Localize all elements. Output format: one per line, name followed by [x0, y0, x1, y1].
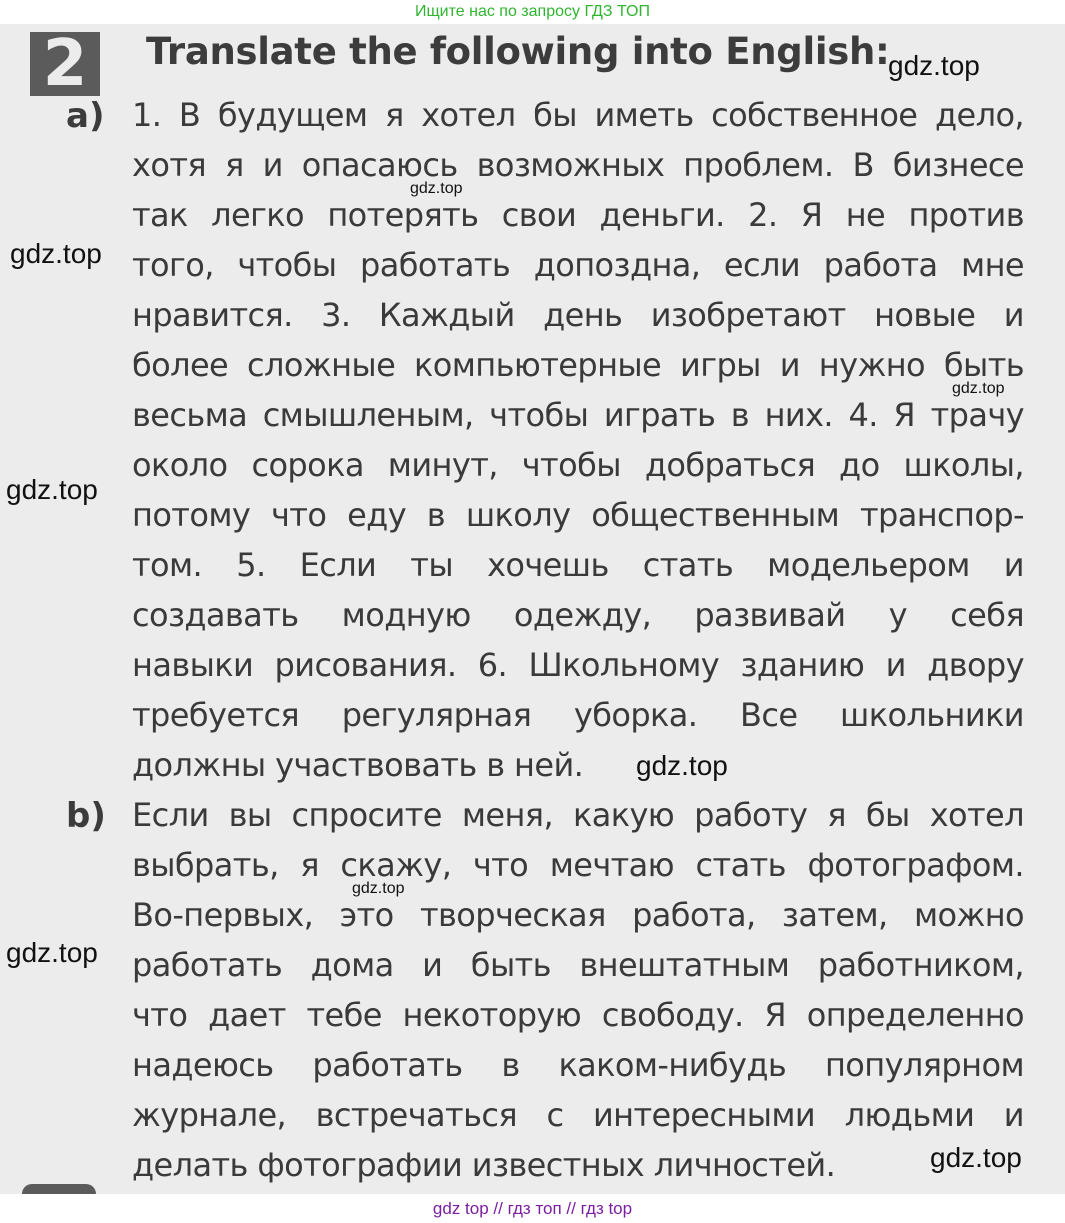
- part-b-line: Если вы спросите меня, какую работу я бы хотел: [132, 796, 1024, 834]
- watermark: gdz.top: [952, 380, 1005, 397]
- part-a-line: должны участвовать в ней.: [132, 746, 584, 784]
- part-a-line: создавать модную одежду, развивай у себя: [132, 596, 1024, 634]
- part-a-line: потому что еду в школу общественным транспор-: [132, 496, 1024, 534]
- watermark: gdz.top: [10, 238, 102, 269]
- part-b-line: выбрать, я скажу, что мечтаю стать фотографом.: [132, 846, 1024, 884]
- part-a-label: a): [66, 96, 105, 136]
- part-b-line: работать дома и быть внештатным работником,: [132, 946, 1024, 984]
- next-exercise-box-edge: [22, 1184, 96, 1194]
- watermark: gdz.top: [636, 750, 728, 781]
- part-a-line: требуется регулярная уборка. Все школьники: [132, 696, 1024, 734]
- part-b-line: надеюсь работать в каком-нибудь популярном: [132, 1046, 1024, 1084]
- part-a-line: около сорока минут, чтобы добраться до школы,: [132, 446, 1024, 484]
- part-a-line: навыки рисования. 6. Школьному зданию и двору: [132, 646, 1024, 684]
- watermark: gdz.top: [410, 180, 463, 197]
- part-a-line: того, чтобы работать допоздна, если работа мне: [132, 246, 1024, 284]
- part-b-label: b): [66, 796, 106, 836]
- watermark: gdz.top: [6, 474, 98, 505]
- part-a-line: 1. В будущем я хотел бы иметь собственное дело,: [132, 96, 1024, 134]
- part-b-line: журнале, встречаться с интересными людьми и: [132, 1096, 1024, 1134]
- part-a-line: более сложные компьютерные игры и нужно быть: [132, 346, 1024, 384]
- part-a-line: весьма смышленым, чтобы играть в них. 4. Я трачу: [132, 396, 1024, 434]
- part-a-line: так легко потерять свои деньги. 2. Я не против: [132, 196, 1024, 234]
- textbook-page: [0, 24, 1065, 1194]
- footer-links[interactable]: gdz top // гдз топ // гдз top: [0, 1194, 1065, 1223]
- watermark: gdz.top: [888, 50, 980, 81]
- watermark: gdz.top: [930, 1142, 1022, 1173]
- exercise-title: Translate the following into English:: [146, 30, 890, 73]
- part-b-line: Во-первых, это творческая работа, затем, можно: [132, 896, 1024, 934]
- watermark: gdz.top: [6, 937, 98, 968]
- part-b-line: делать фотографии известных личностей.: [132, 1146, 836, 1184]
- exercise-number: 2: [30, 32, 100, 96]
- search-banner[interactable]: Ищите нас по запросу ГДЗ ТОП: [415, 3, 650, 20]
- watermark: gdz.top: [352, 880, 405, 897]
- part-a-line: нравится. 3. Каждый день изобретают новые и: [132, 296, 1024, 334]
- part-b-line: что дает тебе некоторую свободу. Я определенно: [132, 996, 1024, 1034]
- part-a-line: том. 5. Если ты хочешь стать модельером и: [132, 546, 1024, 584]
- part-a-line: хотя я и опасаюсь возможных проблем. В бизнесе: [132, 146, 1024, 184]
